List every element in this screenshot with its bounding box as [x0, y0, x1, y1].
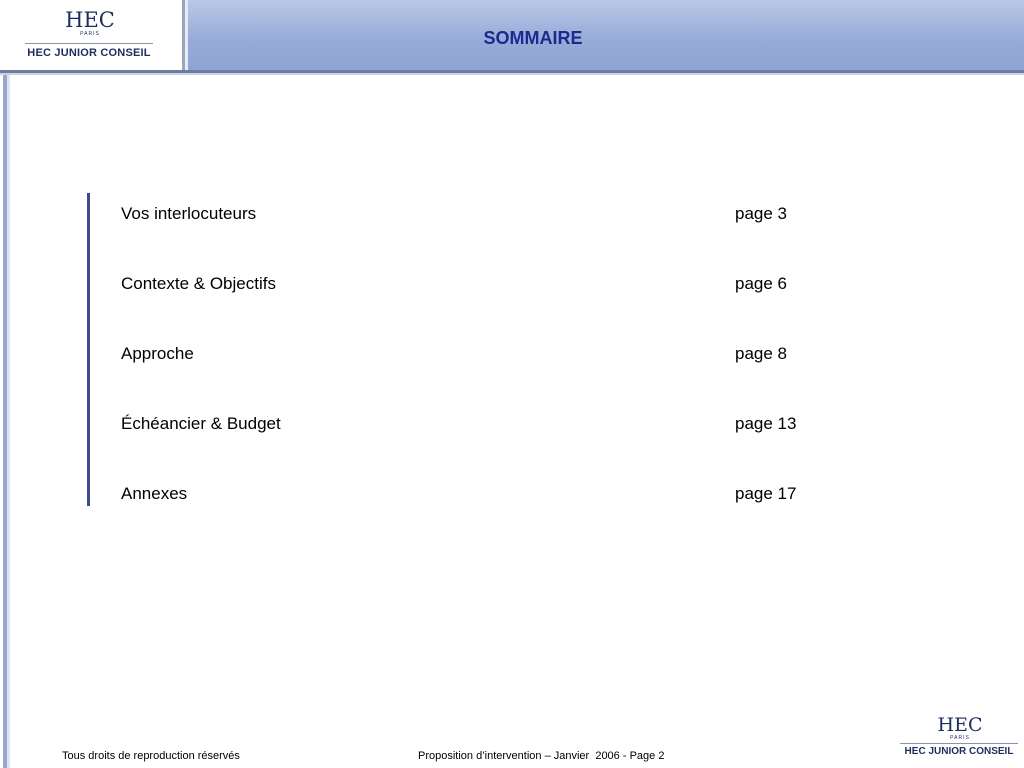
footer-hec-paris: PARIS: [950, 735, 970, 741]
footer-hec-name: HEC JUNIOR CONSEIL: [904, 746, 1014, 757]
left-accent-bar-light: [7, 75, 10, 768]
footer-hec-mark-text: HEC: [937, 714, 983, 736]
toc-item: [121, 342, 821, 366]
hec-logo-paris: PARIS: [80, 31, 100, 37]
hec-logo-name: HEC JUNIOR CONSEIL: [27, 47, 151, 59]
toc-item: [121, 482, 821, 506]
hec-logo-mark: [62, 10, 118, 37]
footer-hec-mark: [932, 716, 988, 741]
toc-item-page: page 13: [735, 414, 797, 433]
footer-logo: [898, 712, 1020, 768]
hec-logo-mark-text: HEC: [65, 8, 115, 32]
toc-item-label: Approche: [121, 344, 194, 363]
toc-item-label: Échéancier & Budget: [121, 414, 281, 433]
toc-vertical-rule: [87, 193, 90, 506]
header-logo: [0, 0, 185, 70]
footer-logo-divider: [900, 743, 1018, 744]
toc-item-label: Contexte & Objectifs: [121, 274, 276, 293]
footer-copyright: Tous droits de reproduction réservés: [62, 750, 240, 762]
toc-item-page: page 6: [735, 274, 787, 293]
page-title: SOMMAIRE: [483, 28, 583, 48]
header-divider-light: [0, 73, 1024, 75]
toc-item-page: page 8: [735, 344, 787, 363]
toc-item: [121, 202, 821, 226]
toc-item-label: Vos interlocuteurs: [121, 204, 257, 223]
toc-item-label: Annexes: [121, 484, 188, 503]
toc-item: [121, 412, 821, 436]
toc-item-page: page 17: [735, 484, 797, 503]
footer-page-info: Proposition d’intervention – Janvier 2006 - Page 2: [418, 750, 665, 762]
logo-divider: [25, 43, 153, 44]
toc-item: [121, 272, 821, 296]
toc-item-page: page 3: [735, 204, 787, 223]
